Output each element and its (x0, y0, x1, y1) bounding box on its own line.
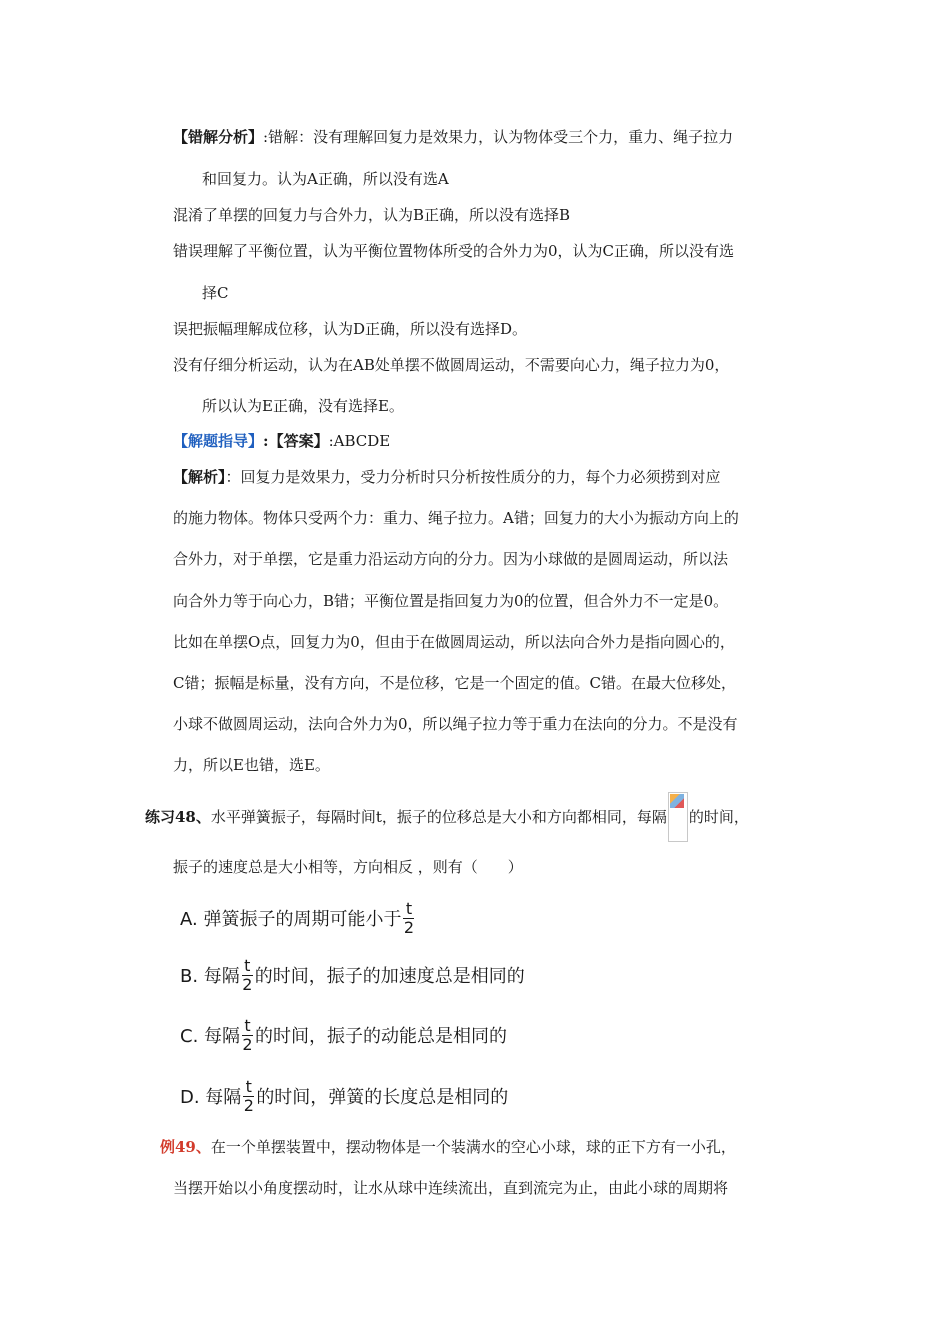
analysis-line-5: 比如在单摆O点，回复力为0，但由于在做圆周运动，所以法向合外力是指向圆心的， (173, 633, 735, 651)
error-analysis-heading: 【错解分析】 (173, 128, 264, 146)
analysis-line-4: 向合外力等于向心力，B错；平衡位置是指回复力为0的位置，但合外力不一定是0。 (173, 592, 729, 610)
guide-heading: 【解题指导】 (173, 432, 264, 450)
error-analysis-line-4: 错误理解了平衡位置，认为平衡位置物体所受的合外力为0，认为C正确，所以没有选 (173, 242, 735, 260)
example-49-line-2: 当摆开始以小角度摆动时，让水从球中连续流出，直到流完为止，由此小球的周期将 (173, 1179, 729, 1197)
option-b: B. 每隔 $\frac{t}{2}$ 的时间，振子的加速度总是相同的 (180, 955, 525, 994)
analysis-line-2: 的施力物体。物体只受两个力：重力、绳子拉力。A错；回复力的大小为振动方向上的 (173, 509, 739, 527)
example-49-line-1: 例49、在一个单摆装置中，摆动物体是一个装满水的空心小球，球的正下方有一小孔， (160, 1138, 736, 1156)
error-analysis-line-6: 误把振幅理解成位移，认为D正确，所以没有选择D。 (173, 320, 528, 338)
option-c: C. 每隔 $\frac{t}{2}$ 的时间，振子的动能总是相同的 (180, 1015, 508, 1054)
analysis-heading: 【解析】 (173, 468, 226, 486)
fraction-t-over-2: $\frac{t}{2}$ (242, 955, 253, 994)
exercise-48-line-2: 振子的速度总是大小相等，方向相反 ，则有（ ） (173, 858, 523, 876)
broken-image-icon (668, 792, 688, 842)
analysis-line-7: 小球不做圆周运动，法向合外力为0，所以绳子拉力等于重力在法向的分力。不是没有 (173, 715, 738, 733)
answer-heading: 【答案】 (268, 432, 329, 450)
analysis-line-1: 【解析】：回复力是效果力，受力分析时只分析按性质分的力，每个力必须捞到对应 (173, 468, 721, 486)
error-analysis-line-8: 所以认为E正确，没有选择E。 (202, 397, 404, 415)
error-analysis-line-7: 没有仔细分析运动，认为在AB处单摆不做圆周运动，不需要向心力，绳子拉力为0， (173, 356, 730, 374)
analysis-line-8: 力，所以E也错，选E。 (173, 756, 330, 774)
error-analysis-line-3: 混淆了单摆的回复力与合外力，认为B正确，所以没有选择B (173, 206, 571, 224)
fraction-t-over-2: $\frac{t}{2}$ (243, 1076, 254, 1115)
exercise-48-heading: 练习48、 (145, 808, 211, 826)
example-49-heading: 例49、 (160, 1138, 211, 1156)
error-analysis-line-2: 和回复力。认为A正确，所以没有选A (202, 170, 449, 188)
analysis-line-6: C错；振幅是标量，没有方向，不是位移，它是一个固定的值。C错。在最大位移处， (173, 674, 736, 692)
exercise-48-line-1: 练习48、 水平弹簧振子，每隔时间t，振子的位移总是大小和方向都相同，每隔 的时间， (145, 792, 749, 842)
answer-value: :ABCDE (328, 432, 391, 450)
guide-answer-line: 【解题指导】:【答案】:ABCDE (173, 432, 391, 450)
error-analysis-line-1: 【错解分析】:错解：没有理解回复力是效果力，认为物体受三个力，重力、绳子拉力 (173, 128, 734, 146)
error-analysis-line-5: 择C (202, 284, 229, 302)
fraction-t-over-2: $\frac{t}{2}$ (403, 898, 415, 937)
analysis-line-3: 合外力，对于单摆，它是重力沿运动方向的分力。因为小球做的是圆周运动，所以法 (173, 550, 729, 568)
option-d: D. 每隔 $\frac{t}{2}$ 的时间，弹簧的长度总是相同的 (180, 1076, 509, 1115)
option-a: A. 弹簧振子的周期可能小于 $\frac{t}{2}$ (180, 898, 415, 937)
fraction-t-over-2: $\frac{t}{2}$ (242, 1015, 253, 1054)
